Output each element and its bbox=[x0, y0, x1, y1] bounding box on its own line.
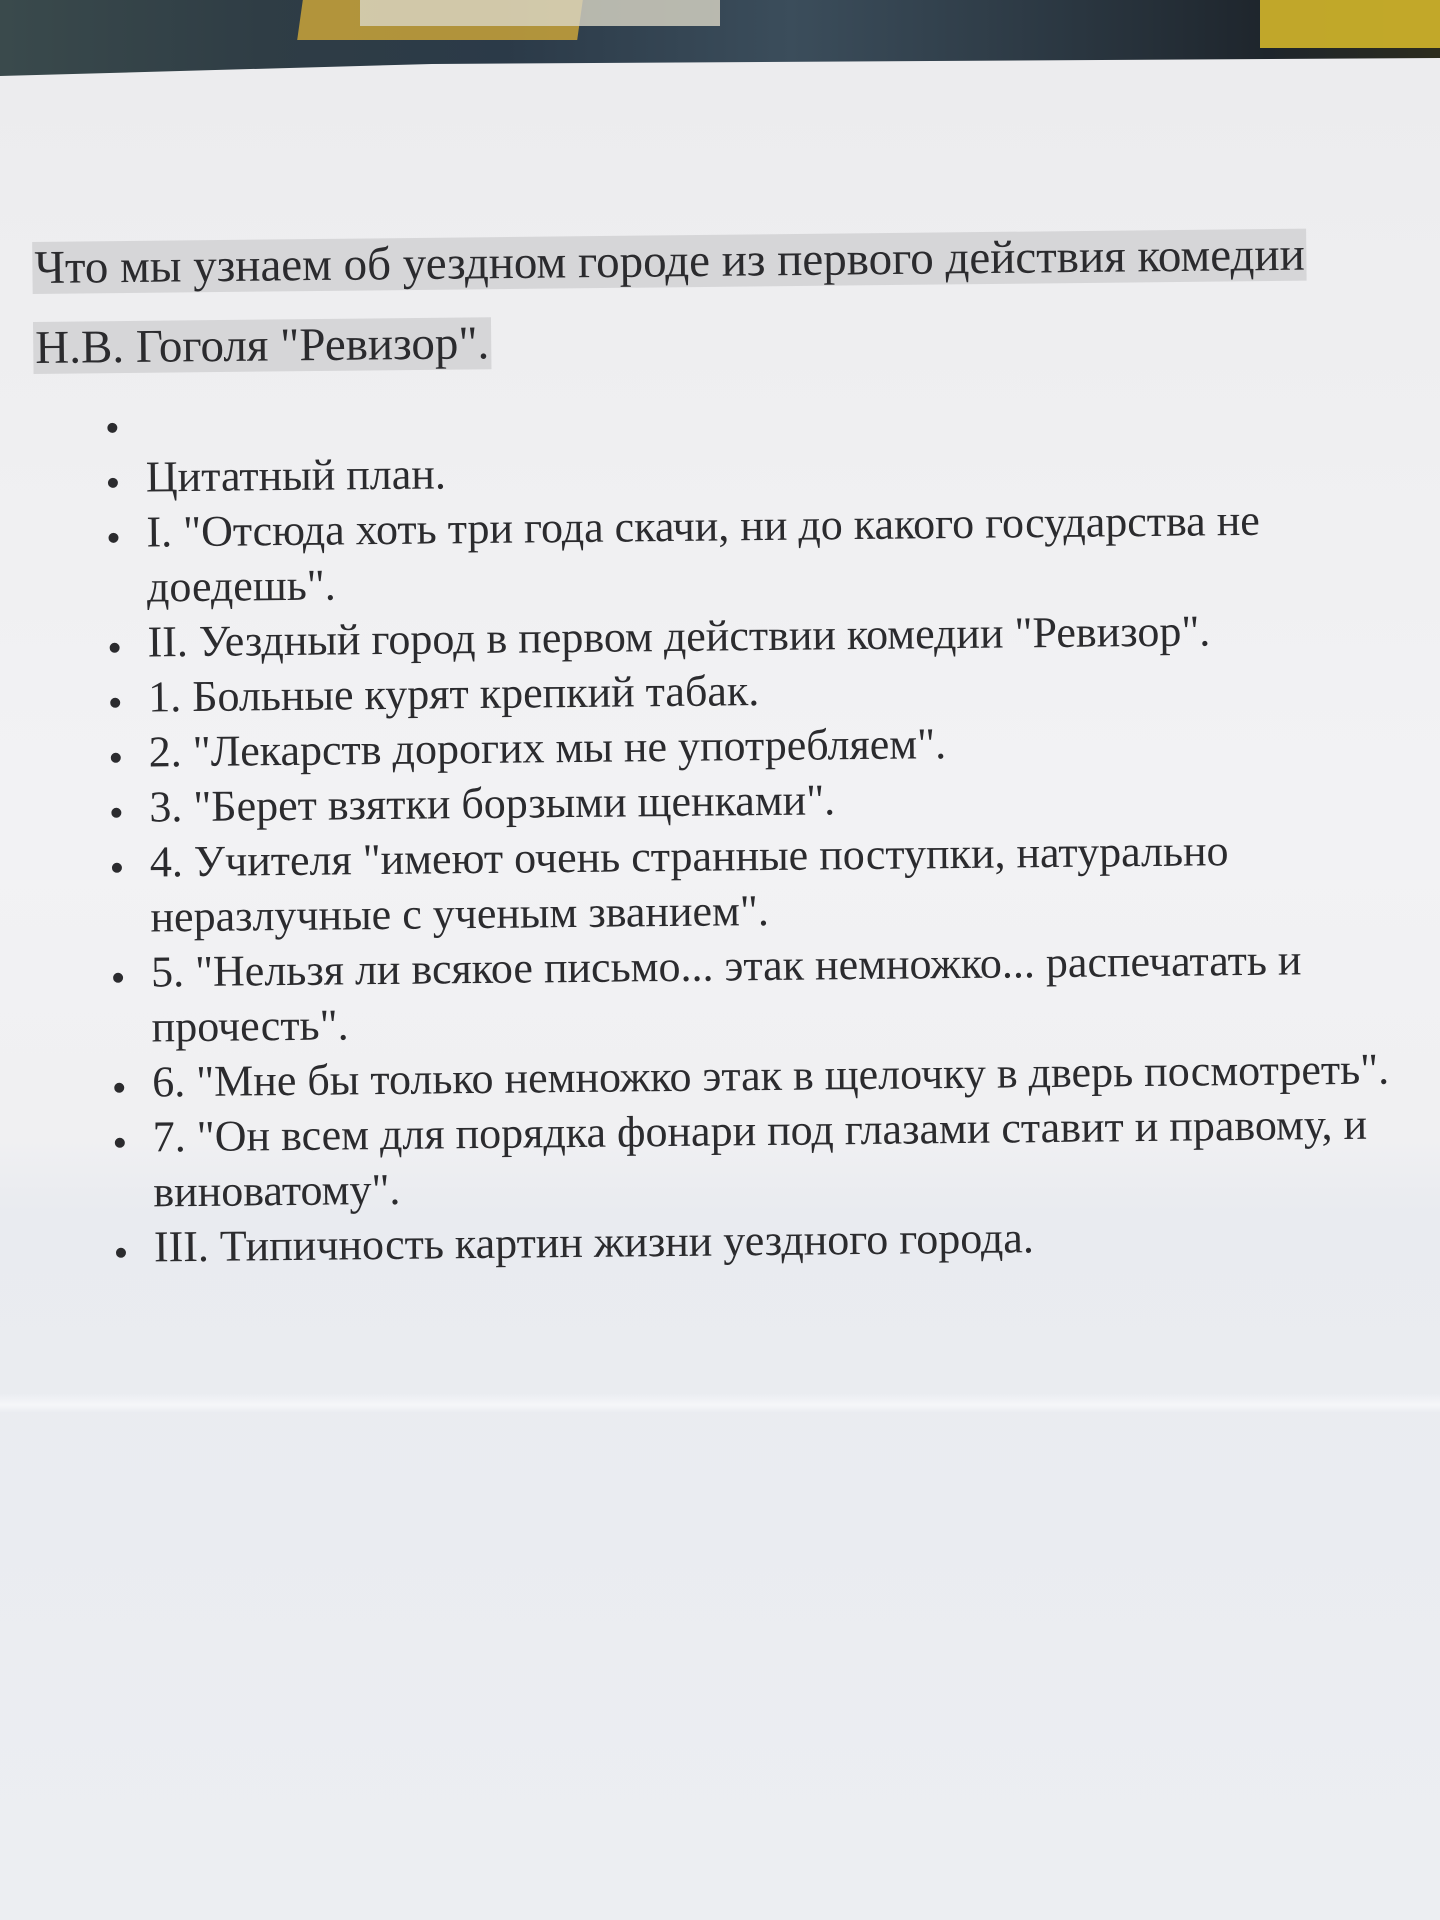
list-item: 6. "Мне бы только немножко этак в щелочку в дверь посмотреть". bbox=[102, 1041, 1433, 1110]
list-item: 7. "Он всем для порядка фонари под глазами ставит и правому, и виноватому". bbox=[102, 1096, 1433, 1220]
list-item: Цитатный план. bbox=[96, 436, 1427, 505]
list-item: III. Типичность картин жизни уездного города. bbox=[104, 1206, 1435, 1275]
list-item: 1. Больные курят крепкий табак. bbox=[98, 656, 1429, 725]
background-object bbox=[360, 0, 720, 26]
question-text: Что мы узнаем об уездном городе из первого действия комедии Н.В. Гоголя "Ревизор". bbox=[34, 228, 1305, 374]
question-heading bbox=[32, 214, 1399, 388]
list-item: II. Уездный город в первом действии комедии "Ревизор". bbox=[97, 601, 1428, 670]
background-object bbox=[1260, 0, 1440, 48]
list-item: 2. "Лекарств дорогих мы не употребляем". bbox=[98, 711, 1429, 780]
quote-plan-list bbox=[95, 381, 1434, 1275]
list-item: I. "Отсюда хоть три года скачи, ни до какого государства не доедешь". bbox=[96, 491, 1427, 615]
paper-fold bbox=[0, 1393, 1440, 1413]
list-item: 5. "Нельзя ли всякое письмо... этак немножко... распечатать и прочесть". bbox=[101, 931, 1432, 1055]
list-item: 3. "Берет взятки борзыми щенками". bbox=[99, 766, 1430, 835]
list-item: 4. Учителя "имеют очень странные поступки, натурально неразлучные с ученым званием". bbox=[100, 821, 1431, 945]
